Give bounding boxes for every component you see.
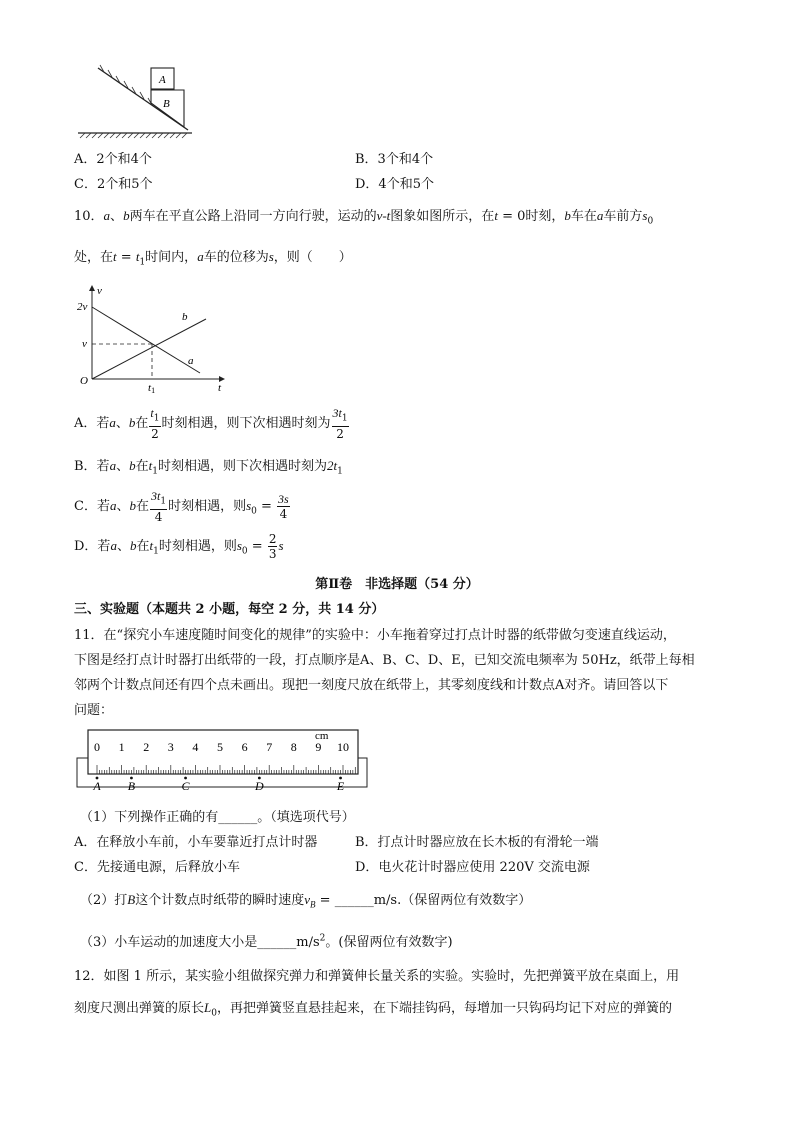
- label-2v: 2v: [77, 301, 88, 313]
- q10-option-b: B．若a、b在$t_1$时刻相遇，则下次相遇时刻为$2t_1$: [74, 458, 343, 477]
- q10-stem-line2: 处，在$t = t_1$时间内，a车的位移为s，则（ ）: [74, 249, 352, 268]
- q12-stem-line2: 刻度尺测出弹簧的原长$L_0$，再把弹簧竖直悬挂起来，在下端挂钩码，每增加一只钩码均记下对应的弹簧的: [74, 1000, 672, 1019]
- tape-point-label: C: [181, 779, 190, 793]
- block-b-label: B: [163, 98, 170, 110]
- block-a-label: A: [159, 74, 166, 86]
- ruler-number: 9: [315, 740, 322, 754]
- ruler-number: 2: [143, 740, 150, 754]
- q11-sub1-option-a: A．在释放小车前，小车要靠近打点计时器: [74, 835, 318, 850]
- origin-label: O: [80, 375, 88, 387]
- tape-point-label: D: [255, 779, 264, 793]
- q11-sub1-option-b: B．打点计时器应放在长木板的有滑轮一端: [355, 835, 599, 850]
- q10-option-a: A．若a、b在 $\frac{t_1}{2}$ 时刻相遇，则下次相遇时刻为 $\frac{3t_1}{2}$: [74, 406, 348, 441]
- tape-point-label: B: [127, 779, 136, 793]
- ruler-unit: cm: [315, 730, 329, 742]
- q11-stem-line2: 下图是经打点计时器打出纸带的一段，打点顺序是A、B、C、D、E，已知交流电频率为 50Hz，纸带上每相: [74, 653, 695, 668]
- ruler-number: 1: [118, 740, 125, 754]
- part3-heading: 三、实验题（本题共 2 小题，每空 2 分，共 14 分）: [74, 602, 385, 617]
- line-a-label: a: [188, 355, 194, 367]
- q10-stem-line1: 10．a、b两车在平直公路上沿同一方向行驶，运动的v-t图象如图所示，在t = 0时刻，b车在a车前方$s_0$: [74, 208, 654, 227]
- line-b-label: b: [182, 311, 188, 323]
- incline-figure: [70, 60, 200, 142]
- q10-option-d: D．若a、b在$t_1$时刻相遇，则$s_0$ = $\frac{2}{3}$ s: [74, 532, 284, 561]
- ruler-number: 6: [241, 740, 248, 754]
- q11-stem-line4: 问题：: [74, 703, 114, 718]
- line-b: [92, 319, 206, 379]
- ruler-number: 4: [192, 740, 199, 754]
- q11-sub3: （3）小车运动的加速度大小是$\_\_\_\_\_\_m/s^2$。(保留两位有效数字): [80, 933, 453, 950]
- ruler-number: 10: [337, 740, 349, 754]
- q11-sub1-option-d: D．电火花计时器应使用 220V 交流电源: [355, 860, 590, 875]
- q11-sub1: （1）下列操作正确的有______。（填选项代号）: [80, 810, 355, 825]
- section-title: 第Ⅱ卷 非选择题（54 分）: [315, 577, 479, 592]
- ruler-number: 5: [217, 740, 223, 754]
- q10-option-c: C．若a、b在 $\frac{3t_1}{4}$ 时刻相遇，则$s_0$ = $\frac{3s}{4}$: [74, 489, 289, 524]
- q9-option-a: A．2个和4个: [74, 152, 152, 167]
- ruler-number: 3: [167, 740, 174, 754]
- v-axis-label: v: [97, 285, 102, 297]
- q11-stem-line3: 邻两个计数点间还有四个点未画出。现把一刻度尺放在纸带上，其零刻度线和计数点A对齐。请回答以下: [74, 678, 669, 693]
- ruler-number: 0: [94, 740, 100, 754]
- ruler-number: 8: [290, 740, 297, 754]
- q9-option-b: B．3个和4个: [355, 152, 434, 167]
- tape-point-label: E: [336, 779, 345, 793]
- q11-stem-line1: 11．在“探究小车速度随时间变化的规律”的实验中：小车拖着穿过打点计时器的纸带做匀变速直线运动，: [74, 628, 676, 643]
- q11-sub2: （2）打B这个计数点时纸带的瞬时速度$v_B$ = ______m/s.（保留两位有效数字）: [80, 892, 532, 910]
- tape-point-label: A: [93, 779, 101, 793]
- q9-option-c: C．2个和5个: [74, 177, 153, 192]
- label-v: v: [82, 338, 87, 350]
- q11-sub1-option-c: C．先接通电源，后释放小车: [74, 860, 240, 875]
- q9-option-d: D．4个和5个: [355, 177, 434, 192]
- q12-stem-line1: 12．如图 1 所示，某实验小组做探究弹力和弹簧伸长量关系的实验。实验时，先把弹簧平放在桌面上，用: [74, 969, 680, 984]
- vt-graph: [72, 282, 232, 394]
- ruler-tape-figure: [74, 725, 374, 795]
- ruler-number: 7: [266, 740, 273, 754]
- t1-label: t1: [148, 382, 156, 394]
- t-axis-label: t: [218, 382, 222, 394]
